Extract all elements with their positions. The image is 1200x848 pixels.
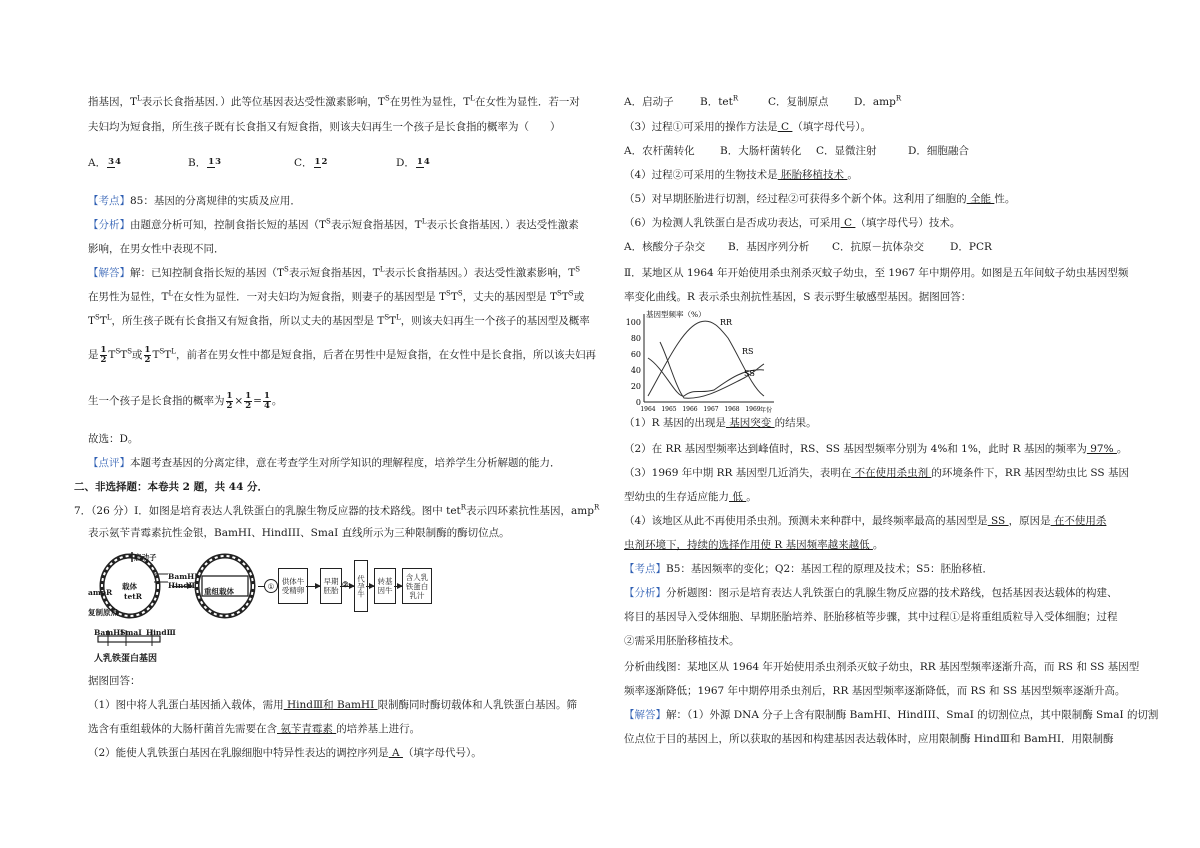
site-hindiii: HindⅢ xyxy=(146,628,176,637)
text-line: Ⅱ．某地区从 1964 年开始使用杀虫剂杀灭蚊子幼虫，至 1967 年中期停用。如图是五年间蚊子幼虫基因型频 xyxy=(624,267,1129,279)
text-line: 虫剂环境下，持续的选择作用使 R 基因频率越来越低 。 xyxy=(624,539,884,551)
box-transgenic-cow: 转基因牛 xyxy=(374,568,396,604)
question-3-line: （3）过程①可采用的操作方法是 C （填字母代号）。 xyxy=(624,121,872,133)
answer-2-line: （2）在 RR 基因型频率达到峰值时，RS、SS 基因型频率分别为 4%和 1%，此时 R 基因的频率为 97% 。 xyxy=(624,443,1128,455)
label-ori: 复制原点 xyxy=(88,608,118,617)
text-line: 型幼虫的生存适应能力 低 。 xyxy=(624,491,757,503)
x-unit: 年份 xyxy=(760,407,773,414)
option-d: D． 14 xyxy=(396,157,430,169)
x-tick-label: 1969 xyxy=(745,406,761,413)
label-bamhi: BamHⅠ xyxy=(168,572,198,581)
step1-marker: ① xyxy=(264,579,278,593)
question-1-line: （1）图中将人乳蛋白基因插入载体，需用 HindⅢ和 BamHⅠ 限制酶同时酶切载体和人乳铁蛋白基因。筛 xyxy=(88,699,578,711)
text-line: 率变化曲线。R 表示杀虫剂抗性基因，S 表示野生敏感型基因。据图回答： xyxy=(624,291,972,303)
question-2-line: （2）能使人乳铁蛋白基因在乳腺细胞中特异性表达的调控序列是 A （填字母代号）。 xyxy=(88,747,482,759)
arrow xyxy=(306,586,320,587)
label-amp: ampR xyxy=(88,588,113,597)
box-milk: 含人乳铁蛋白乳汁 xyxy=(402,568,432,604)
x-tick-label: 1968 xyxy=(724,406,740,413)
fenxi-line: 【分析】由题意分析可知，控制食指长短的基因（$T^S$表示短食指基因，$T^L$表示长食指基因．）表达受性激素 xyxy=(88,217,579,231)
label-rr: RR xyxy=(720,318,733,327)
answer-options-row: A．启动子 B．tet$^R$ C．复制原点 D．amp$^R$ xyxy=(624,94,902,108)
chart-ylabel: 基因型频率（%） xyxy=(646,310,706,319)
label-recombinant: 重组载体 xyxy=(204,587,234,596)
jieda-line: 【解答】解：（1）外源 DNA 分子上含有限制酶 BamHI、HindIII、SmaI 的切割位点，其中限制酶 SmaI 的切割 xyxy=(624,709,1159,721)
kaodian-line: 【考点】85：基因的分离规律的实质及应用． xyxy=(88,195,301,207)
text-line: 是 $\frac{1}{2}$ $T^ST^S$或 $\frac{1}{2}$ $T^ST^L$，前者在男女性中都是短食指，后者在男性中是短食指，在女性中是长食指，所以该夫妇再 xyxy=(88,344,596,365)
text-line: 选含有重组载体的大肠杆菌首先需要在含 氨苄青霉素 的培养基上进行。 xyxy=(88,723,421,735)
question-6-line: （6）为检测人乳铁蛋白是否成功表达，可采用 C （填字母代号）技术。 xyxy=(624,217,961,229)
site-bamhi: BamHⅠ xyxy=(94,628,124,637)
kaodian-line: 【考点】B5：基因频率的变化；Q2：基因工程的原理及技术；S5：胚胎移植． xyxy=(624,563,994,575)
question-4-line: （4）过程②可采用的生物技术是 胚胎移植技术 。 xyxy=(624,169,858,181)
arrow xyxy=(366,586,374,587)
answer-options-row: A．农杆菌转化 B．大肠杆菌转化 C．显微注射 D．细胞融合 xyxy=(624,145,969,157)
answer-options xyxy=(88,152,431,174)
x-tick-label: 1967 xyxy=(703,406,719,413)
text-line: 位点位于目的基因上，所以获取的基因和构建基因表达载体时，应用限制酶 HindⅢ和 BamHⅠ．用限制酶 xyxy=(624,733,1114,745)
x-tick-label: 1966 xyxy=(682,406,698,413)
dianping-line: 【点评】本题考查基因的分离定律，意在考查学生对所学知识的理解程度，培养学生分析解题的能力． xyxy=(88,457,561,469)
answer-options-row: A．核酸分子杂交 B．基因序列分析 C．抗原－抗体杂交 D．PCR xyxy=(624,241,992,253)
text-line: 夫妇均为短食指，所生孩子既有长食指又有短食指，则该夫妇再生一个孩子是长食指的概率为（ ） xyxy=(88,121,561,133)
label-ss: SS xyxy=(744,369,755,378)
option-c: C． 12 xyxy=(294,157,328,169)
text-line: 在男性为显性，$T^L$在女性为显性．一对夫妇均为短食指，则妻子的基因型是 $T^ST^S$，丈夫的基因型是 $T^ST^S$或 xyxy=(88,289,585,303)
site-smai: SmaⅠ xyxy=(120,628,142,637)
answer-4-line: （4）该地区从此不再使用杀虫剂。预测未来种群中，最终频率最高的基因型是 SS ，原因是 在不使用杀 xyxy=(624,515,1107,527)
y-tick-label: 20 xyxy=(630,382,641,391)
x-tick-label: 1965 xyxy=(661,406,677,413)
box-cow-egg: 供体牛受精卵 xyxy=(278,568,308,604)
technical-route-diagram xyxy=(88,546,429,666)
y-tick-label: 60 xyxy=(630,350,641,359)
section-heading: 二、非选择题：本卷共 2 题，共 44 分． xyxy=(74,481,269,493)
box-early-embryo: 早期胚胎 xyxy=(320,568,342,604)
label-vector: 载体 xyxy=(122,582,137,591)
genotype-frequency-chart xyxy=(624,308,784,414)
label-gene: 人乳铁蛋白基因 xyxy=(94,654,158,664)
label-promoter: 启动子 xyxy=(134,553,157,562)
text-line: ②需采用胚胎移植技术。 xyxy=(624,635,740,647)
y-tick-label: 0 xyxy=(635,398,641,407)
question-5-line: （5）对早期胚胎进行切割，经过程②可获得多个新个体。这利用了细胞的 全能 性。 xyxy=(624,193,1016,205)
jieda-line: 【解答】解：已知控制食指长短的基因（$T^S$表示短食指基因，$T^L$表示长食指基因。）表达受性激素影响，$T^S$ xyxy=(88,265,581,279)
answer-1-line: （1）R 基因的出现是 基因突变 的结果。 xyxy=(624,417,817,429)
arrow xyxy=(394,586,402,587)
label-tet: tetR xyxy=(124,592,142,601)
text-line: $T^ST^L$，所生孩子既有长食指又有短食指，所以丈夫的基因型是 $T^ST^L$，则该夫妇再生一个孩子的基因型及概率 xyxy=(88,313,590,327)
x-tick-label: 1964 xyxy=(640,406,656,413)
question-7-line: 7．（26 分）Ⅰ．如图是培育表达人乳铁蛋白的乳腺生物反应器的技术路线。图中 tet$^R$表示四环素抗性基因，amp$^R$ xyxy=(74,503,600,517)
fenxi-line: 【分析】分析题图：图示是培育表达人乳铁蛋白的乳腺生物反应器的技术路线，包括基因表达载体的构建、 xyxy=(624,587,1118,599)
text-line: 将目的基因导入受体细胞、早期胚胎培养、胚胎移植等步骤，其中过程①是将重组质粒导入受体细胞；过程 xyxy=(624,611,1118,623)
option-b: B． 13 xyxy=(188,157,222,169)
y-tick-label: 100 xyxy=(625,318,641,327)
step2-marker: ② xyxy=(342,580,349,589)
text-line: 分析曲线图：某地区从 1964 年开始使用杀虫剂杀灭蚊子幼虫，RR 基因型频率逐渐升高，而 RS 和 SS 基因型 xyxy=(624,661,1140,673)
series-rr-line xyxy=(648,321,764,396)
text-line: 指基因，$T^L$表示长食指基因．）此等位基因表达受性激素影响，$T^S$在男性为显性，$T^L$在女性为显性．若一对 xyxy=(88,94,580,108)
label-rs: RS xyxy=(742,347,754,356)
box-surrogate-cow: 代孕牛 xyxy=(354,560,368,612)
option-a: A． 34 xyxy=(88,157,121,169)
text-line: 生一个孩子是长食指的概率为 $\frac{1}{2}$ × $\frac{1}{2}$ = $\frac{1}{4}$ 。 xyxy=(88,390,283,411)
answer-3-line: （3）1969 年中期 RR 基因型几近消失，表明在 不在使用杀虫剂 的环境条件下，RR 基因型幼虫比 SS 基因 xyxy=(624,467,1129,479)
text-line: 据图回答： xyxy=(88,675,141,687)
y-tick-label: 80 xyxy=(630,334,641,343)
arrow xyxy=(172,586,192,587)
text-line: 频率逐渐降低；1967 年中期停用杀虫剂后，RR 基因型频率逐渐降低，而 RS 和 SS 基因型频率逐渐升高。 xyxy=(624,685,1126,697)
text-line: 故选：D。 xyxy=(88,433,139,445)
y-tick-label: 40 xyxy=(630,366,641,375)
label-hindiii: HindⅢ xyxy=(168,581,198,590)
text-line: 影响，在男女性中表现不同． xyxy=(88,243,225,255)
text-line: 表示氨苄青霉素抗性金银，BamHI、HindIII、SmaI 直线所示为三种限制酶的酶切位点。 xyxy=(88,527,510,539)
